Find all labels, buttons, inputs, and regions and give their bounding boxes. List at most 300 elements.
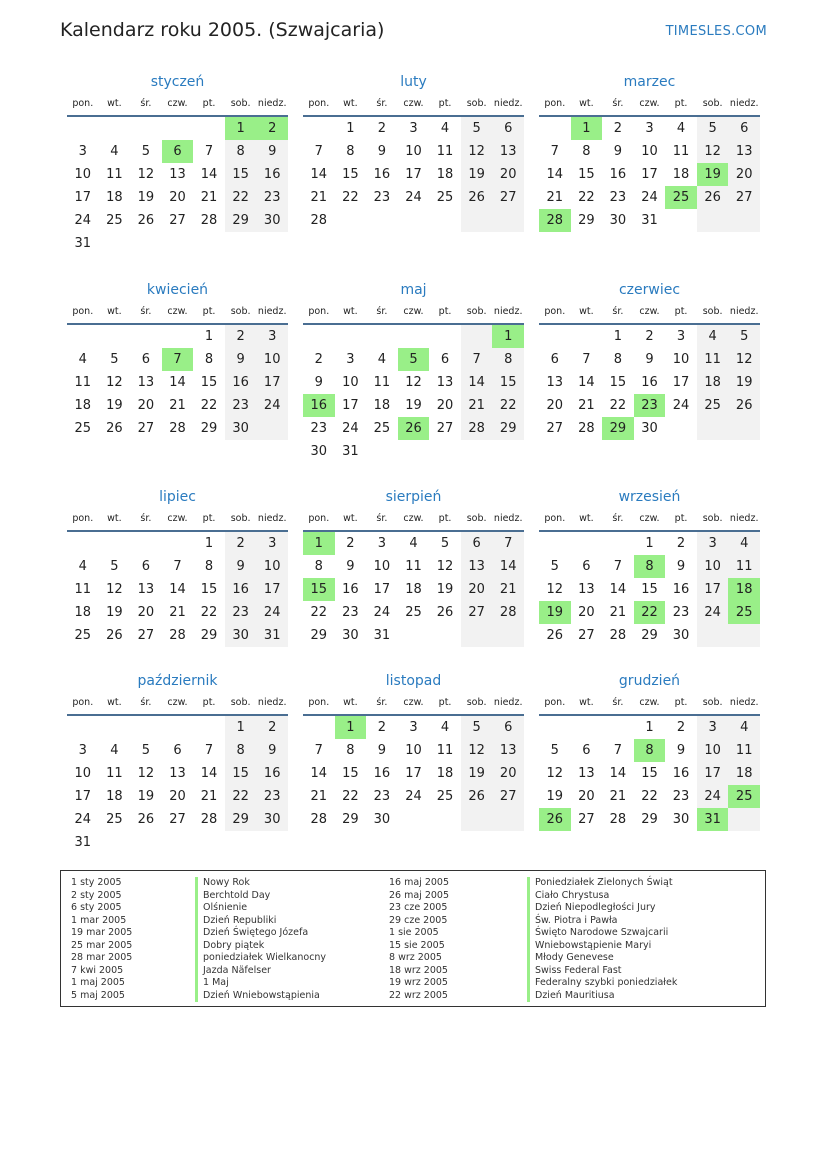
day-cell: 10 bbox=[74, 766, 92, 781]
legend-holiday-name: Swiss Federal Fast bbox=[527, 965, 677, 978]
empty-cell bbox=[256, 831, 288, 854]
empty-cell bbox=[99, 831, 131, 854]
day-cell: 17 bbox=[405, 167, 422, 182]
day-cell: 5 bbox=[110, 559, 119, 574]
legend-holiday-name: Ciało Chrystusa bbox=[527, 890, 677, 903]
weekday-label: pt. bbox=[202, 306, 216, 317]
weekday-label: śr. bbox=[140, 306, 152, 317]
empty-cell bbox=[539, 532, 571, 555]
day-cell: 29 bbox=[641, 812, 658, 827]
legend-date: 19 mar 2005 bbox=[71, 927, 133, 938]
weekday-label: wt. bbox=[107, 98, 122, 109]
day-cell: 18 bbox=[697, 371, 729, 394]
day-cell: 30 bbox=[225, 624, 257, 647]
day-cell: 4 bbox=[440, 720, 450, 735]
weekday-label: czw. bbox=[639, 513, 660, 524]
day-cell: 20 bbox=[137, 398, 155, 413]
brand-link[interactable]: TIMESLES.COM bbox=[665, 24, 767, 39]
day-cell: 24 bbox=[74, 213, 92, 228]
day-cell: 29 bbox=[200, 628, 218, 643]
day-cell: 20 bbox=[546, 398, 564, 413]
weekday-label: śr. bbox=[140, 98, 152, 109]
day-cell: 16 bbox=[672, 582, 690, 597]
weekday-label: niedz. bbox=[257, 513, 287, 524]
legend-date: 22 wrz 2005 bbox=[389, 989, 448, 1001]
legend-holiday-name: poniedziałek Wielkanocny bbox=[195, 952, 326, 965]
weekday-label: niedz. bbox=[729, 697, 759, 708]
day-cell: 9 bbox=[314, 375, 323, 390]
legend-date: 15 sie 2005 bbox=[389, 939, 445, 951]
weekday-label: pon. bbox=[308, 513, 330, 524]
weekday-label: pon. bbox=[72, 513, 94, 524]
legend-date: 1 maj 2005 bbox=[71, 977, 125, 988]
legend-date: 1 sty 2005 bbox=[71, 877, 122, 888]
day-cell: 31 bbox=[641, 213, 658, 228]
day-cell: 25 bbox=[405, 605, 422, 620]
weekday-label: wt. bbox=[107, 306, 122, 317]
day-cell: 12 bbox=[546, 766, 564, 781]
day-cell: 11 bbox=[672, 144, 690, 159]
day-cell: 17 bbox=[256, 371, 288, 394]
day-cell: 8 bbox=[204, 559, 214, 574]
day-cell: 14 bbox=[492, 555, 524, 578]
empty-cell bbox=[697, 209, 729, 232]
weekday-label: śr. bbox=[376, 513, 388, 524]
day-cell: 1 bbox=[346, 121, 355, 136]
weekday-label: czw. bbox=[639, 306, 660, 317]
day-cell: 16 bbox=[373, 766, 391, 781]
empty-cell bbox=[130, 716, 162, 739]
days-grid bbox=[539, 716, 760, 831]
legend-date: 16 maj 2005 bbox=[389, 877, 450, 888]
day-cell: 17 bbox=[641, 167, 658, 182]
day-cell: 10 bbox=[405, 144, 422, 159]
weekday-label: pt. bbox=[674, 306, 688, 317]
day-cell: 19 bbox=[461, 762, 493, 785]
day-cell: 10 bbox=[256, 555, 288, 578]
day-cell: 3 bbox=[697, 716, 729, 739]
day-cell: 11 bbox=[74, 375, 92, 390]
month-2 bbox=[303, 70, 524, 232]
day-cell: 27 bbox=[546, 421, 564, 436]
day-cell: 19 bbox=[405, 398, 422, 413]
weekday-header bbox=[539, 509, 760, 532]
legend-dates-column-2 bbox=[389, 877, 449, 1002]
day-cell: 11 bbox=[728, 739, 760, 762]
day-cell: 10 bbox=[672, 352, 690, 367]
day-cell: 21 bbox=[310, 789, 328, 804]
day-cell: 14 bbox=[310, 167, 328, 182]
month-name: listopad bbox=[385, 673, 442, 689]
day-cell: 13 bbox=[546, 375, 564, 390]
day-cell: 2 bbox=[256, 716, 288, 739]
legend-date: 2 sty 2005 bbox=[71, 889, 122, 901]
day-cell: 7 bbox=[162, 348, 194, 371]
empty-cell bbox=[67, 325, 99, 348]
day-cell: 2 bbox=[676, 720, 686, 735]
day-cell: 25 bbox=[697, 394, 729, 417]
day-cell: 23 bbox=[672, 605, 690, 620]
empty-cell bbox=[728, 808, 760, 831]
day-cell: 7 bbox=[204, 144, 214, 159]
weekday-label: wt. bbox=[579, 697, 594, 708]
legend-date: 18 wrz 2005 bbox=[389, 964, 448, 976]
day-cell: 26 bbox=[106, 421, 123, 436]
day-cell: 1 bbox=[613, 329, 623, 344]
days-grid bbox=[303, 716, 524, 831]
legend-holiday-name: Dobry piątek bbox=[195, 940, 326, 953]
day-cell: 15 bbox=[303, 578, 335, 601]
day-cell: 17 bbox=[697, 578, 729, 601]
day-cell: 26 bbox=[546, 628, 564, 643]
day-cell: 22 bbox=[225, 785, 257, 808]
legend-holiday-name: Dzień Świętego Józefa bbox=[195, 927, 326, 940]
day-cell: 3 bbox=[78, 743, 87, 758]
empty-cell bbox=[193, 716, 225, 739]
day-cell: 10 bbox=[641, 144, 658, 159]
day-cell: 10 bbox=[342, 375, 359, 390]
empty-cell bbox=[99, 232, 131, 255]
day-cell: 21 bbox=[609, 605, 627, 620]
day-cell: 2 bbox=[377, 720, 387, 735]
day-cell: 22 bbox=[200, 605, 218, 620]
day-cell: 11 bbox=[106, 167, 123, 182]
day-cell: 7 bbox=[314, 743, 323, 758]
empty-cell bbox=[366, 209, 398, 232]
day-cell: 4 bbox=[110, 144, 119, 159]
weekday-label: pt. bbox=[674, 98, 688, 109]
day-cell: 25 bbox=[728, 601, 760, 624]
legend-date: 29 cze 2005 bbox=[389, 914, 448, 926]
day-cell: 8 bbox=[225, 739, 257, 762]
empty-cell bbox=[193, 831, 225, 854]
legend-holiday-name: Dzień Niepodległości Jury bbox=[527, 902, 677, 915]
legend-names-column-2 bbox=[527, 877, 677, 1002]
day-cell: 25 bbox=[74, 421, 92, 436]
day-cell: 3 bbox=[409, 720, 418, 735]
weekday-header bbox=[67, 302, 288, 325]
day-cell: 26 bbox=[436, 605, 454, 620]
day-cell: 16 bbox=[672, 766, 690, 781]
weekday-label: pt. bbox=[438, 513, 452, 524]
day-cell: 22 bbox=[342, 789, 359, 804]
day-cell: 8 bbox=[613, 352, 623, 367]
day-cell: 20 bbox=[169, 789, 186, 804]
day-cell: 9 bbox=[225, 555, 257, 578]
day-cell: 11 bbox=[74, 582, 92, 597]
day-cell: 21 bbox=[200, 190, 218, 205]
day-cell: 8 bbox=[634, 739, 666, 762]
day-cell: 23 bbox=[256, 785, 288, 808]
day-cell: 17 bbox=[74, 190, 92, 205]
day-cell: 3 bbox=[409, 121, 418, 136]
month-11 bbox=[303, 669, 524, 831]
day-cell: 4 bbox=[728, 716, 760, 739]
month-name: wrzesień bbox=[618, 489, 681, 505]
day-cell: 7 bbox=[613, 743, 623, 758]
empty-cell bbox=[99, 716, 131, 739]
day-cell: 25 bbox=[665, 186, 697, 209]
day-cell: 13 bbox=[492, 140, 524, 163]
weekday-label: pon. bbox=[544, 513, 566, 524]
empty-cell bbox=[461, 325, 493, 348]
day-cell: 7 bbox=[613, 559, 623, 574]
day-cell: 20 bbox=[492, 762, 524, 785]
day-cell: 4 bbox=[440, 121, 450, 136]
day-cell: 13 bbox=[461, 555, 493, 578]
day-cell: 6 bbox=[582, 743, 591, 758]
weekday-label: śr. bbox=[376, 306, 388, 317]
empty-cell bbox=[492, 624, 524, 647]
weekday-label: śr. bbox=[612, 98, 624, 109]
legend-holiday-name: Wniebowstąpienie Maryi bbox=[527, 940, 677, 953]
day-cell: 7 bbox=[204, 743, 214, 758]
weekday-label: niedz. bbox=[493, 697, 523, 708]
day-cell: 7 bbox=[173, 559, 182, 574]
day-cell: 10 bbox=[74, 167, 92, 182]
day-cell: 16 bbox=[342, 582, 359, 597]
day-cell: 11 bbox=[405, 559, 422, 574]
day-cell: 2 bbox=[613, 121, 623, 136]
day-cell: 6 bbox=[141, 559, 151, 574]
day-cell: 11 bbox=[697, 348, 729, 371]
days-grid bbox=[539, 325, 760, 440]
day-cell: 3 bbox=[256, 532, 288, 555]
day-cell: 27 bbox=[728, 186, 760, 209]
weekday-label: pt. bbox=[202, 697, 216, 708]
weekday-label: czw. bbox=[167, 513, 188, 524]
weekday-label: czw. bbox=[639, 697, 660, 708]
day-cell: 23 bbox=[256, 186, 288, 209]
month-7 bbox=[67, 485, 288, 647]
day-cell: 30 bbox=[609, 213, 627, 228]
day-cell: 17 bbox=[697, 762, 729, 785]
weekday-label: wt. bbox=[579, 306, 594, 317]
day-cell: 28 bbox=[461, 417, 493, 440]
weekday-label: czw. bbox=[639, 98, 660, 109]
month-name: luty bbox=[400, 74, 427, 90]
day-cell: 14 bbox=[578, 375, 595, 390]
day-cell: 24 bbox=[641, 190, 658, 205]
day-cell: 19 bbox=[137, 789, 155, 804]
legend-holiday-name: Dzień Mauritiusa bbox=[527, 990, 677, 1003]
weekday-label: sob. bbox=[466, 513, 487, 524]
weekday-label: pt. bbox=[202, 513, 216, 524]
day-cell: 12 bbox=[546, 582, 564, 597]
day-cell: 25 bbox=[106, 812, 123, 827]
day-cell: 5 bbox=[110, 352, 119, 367]
day-cell: 20 bbox=[578, 605, 595, 620]
day-cell: 3 bbox=[645, 121, 654, 136]
month-4 bbox=[67, 278, 288, 440]
day-cell: 28 bbox=[492, 601, 524, 624]
weekday-label: czw. bbox=[403, 306, 424, 317]
day-cell: 11 bbox=[436, 144, 454, 159]
day-cell: 14 bbox=[169, 582, 186, 597]
day-cell: 13 bbox=[169, 766, 186, 781]
day-cell: 12 bbox=[697, 140, 729, 163]
weekday-label: sob. bbox=[702, 513, 723, 524]
weekday-header bbox=[539, 302, 760, 325]
day-cell: 12 bbox=[728, 348, 760, 371]
day-cell: 20 bbox=[728, 163, 760, 186]
weekday-label: wt. bbox=[343, 513, 358, 524]
day-cell: 27 bbox=[578, 628, 595, 643]
day-cell: 21 bbox=[609, 789, 627, 804]
empty-cell bbox=[728, 209, 760, 232]
day-cell: 1 bbox=[645, 536, 654, 551]
weekday-label: pon. bbox=[72, 98, 94, 109]
day-cell: 6 bbox=[728, 117, 760, 140]
day-cell: 6 bbox=[141, 352, 151, 367]
weekday-label: wt. bbox=[579, 98, 594, 109]
empty-cell bbox=[225, 831, 257, 854]
day-cell: 26 bbox=[461, 785, 493, 808]
day-cell: 27 bbox=[169, 812, 186, 827]
weekday-label: wt. bbox=[579, 513, 594, 524]
day-cell: 21 bbox=[578, 398, 595, 413]
day-cell: 3 bbox=[377, 536, 387, 551]
day-cell: 26 bbox=[137, 812, 155, 827]
day-cell: 3 bbox=[676, 329, 686, 344]
empty-cell bbox=[130, 831, 162, 854]
weekday-label: pon. bbox=[72, 697, 94, 708]
day-cell: 13 bbox=[578, 766, 595, 781]
weekday-label: śr. bbox=[376, 98, 388, 109]
legend-holiday-name: Św. Piotra i Pawła bbox=[527, 915, 677, 928]
day-cell: 22 bbox=[492, 394, 524, 417]
day-cell: 23 bbox=[373, 789, 391, 804]
day-cell: 12 bbox=[461, 739, 493, 762]
day-cell: 9 bbox=[225, 348, 257, 371]
empty-cell bbox=[67, 532, 99, 555]
day-cell: 4 bbox=[377, 352, 387, 367]
day-cell: 9 bbox=[346, 559, 355, 574]
day-cell: 19 bbox=[546, 789, 564, 804]
day-cell: 22 bbox=[200, 398, 218, 413]
weekday-label: niedz. bbox=[493, 98, 523, 109]
weekday-label: śr. bbox=[612, 306, 624, 317]
day-cell: 15 bbox=[200, 582, 218, 597]
weekday-label: wt. bbox=[107, 513, 122, 524]
legend-date: 6 sty 2005 bbox=[71, 902, 122, 913]
legend-holiday-name: Berchtold Day bbox=[195, 890, 326, 903]
day-cell: 19 bbox=[697, 163, 729, 186]
day-cell: 29 bbox=[225, 209, 257, 232]
day-cell: 21 bbox=[492, 578, 524, 601]
weekday-label: niedz. bbox=[729, 306, 759, 317]
legend-holiday-name: Nowy Rok bbox=[195, 877, 326, 890]
day-cell: 12 bbox=[106, 375, 123, 390]
weekday-header bbox=[67, 94, 288, 117]
day-cell: 16 bbox=[609, 167, 627, 182]
day-cell: 6 bbox=[173, 743, 182, 758]
weekday-label: sob. bbox=[230, 513, 251, 524]
day-cell: 30 bbox=[256, 808, 288, 831]
day-cell: 9 bbox=[377, 743, 387, 758]
days-grid bbox=[539, 117, 760, 232]
day-cell: 16 bbox=[303, 394, 335, 417]
day-cell: 12 bbox=[405, 375, 422, 390]
empty-cell bbox=[193, 232, 225, 255]
day-cell: 19 bbox=[539, 601, 571, 624]
empty-cell bbox=[366, 440, 398, 463]
weekday-label: śr. bbox=[140, 513, 152, 524]
weekday-label: sob. bbox=[702, 306, 723, 317]
weekday-header bbox=[539, 94, 760, 117]
day-cell: 28 bbox=[200, 213, 218, 228]
empty-cell bbox=[366, 325, 398, 348]
day-cell: 7 bbox=[461, 348, 493, 371]
day-cell: 30 bbox=[373, 812, 391, 827]
month-1 bbox=[67, 70, 288, 255]
day-cell: 2 bbox=[377, 121, 387, 136]
day-cell: 7 bbox=[492, 532, 524, 555]
day-cell: 19 bbox=[728, 371, 760, 394]
empty-cell bbox=[492, 209, 524, 232]
day-cell: 11 bbox=[106, 766, 123, 781]
empty-cell bbox=[461, 808, 493, 831]
empty-cell bbox=[602, 532, 634, 555]
day-cell: 26 bbox=[539, 808, 571, 831]
day-cell: 31 bbox=[697, 808, 729, 831]
empty-cell bbox=[193, 117, 225, 140]
day-cell: 12 bbox=[137, 766, 155, 781]
day-cell: 30 bbox=[641, 421, 658, 436]
days-grid bbox=[303, 532, 524, 647]
day-cell: 28 bbox=[169, 628, 186, 643]
holiday-legend bbox=[60, 870, 766, 1007]
empty-cell bbox=[303, 716, 335, 739]
day-cell: 5 bbox=[550, 743, 559, 758]
days-grid bbox=[67, 716, 288, 854]
day-cell: 11 bbox=[436, 743, 454, 758]
day-cell: 21 bbox=[169, 605, 186, 620]
day-cell: 20 bbox=[461, 578, 493, 601]
day-cell: 17 bbox=[672, 375, 690, 390]
day-cell: 7 bbox=[550, 144, 559, 159]
month-5 bbox=[303, 278, 524, 463]
day-cell: 28 bbox=[169, 421, 186, 436]
day-cell: 16 bbox=[225, 578, 257, 601]
day-cell: 10 bbox=[256, 348, 288, 371]
weekday-label: pon. bbox=[308, 306, 330, 317]
empty-cell bbox=[461, 440, 493, 463]
empty-cell bbox=[256, 232, 288, 255]
day-cell: 4 bbox=[78, 559, 87, 574]
day-cell: 7 bbox=[582, 352, 591, 367]
day-cell: 7 bbox=[314, 144, 323, 159]
day-cell: 21 bbox=[546, 190, 564, 205]
weekday-label: sob. bbox=[466, 98, 487, 109]
page-title: Kalendarz roku 2005. (Szwajcaria) bbox=[60, 19, 385, 41]
day-cell: 10 bbox=[405, 743, 422, 758]
day-cell: 16 bbox=[373, 167, 391, 182]
day-cell: 4 bbox=[409, 536, 418, 551]
legend-holiday-name: Poniedziałek Zielonych Świąt bbox=[527, 877, 677, 890]
day-cell: 5 bbox=[440, 536, 450, 551]
legend-holiday-name: Dzień Wniebowstąpienia bbox=[195, 990, 326, 1003]
day-cell: 24 bbox=[74, 812, 92, 827]
weekday-header bbox=[303, 302, 524, 325]
day-cell: 26 bbox=[106, 628, 123, 643]
day-cell: 24 bbox=[405, 789, 422, 804]
empty-cell bbox=[539, 117, 571, 140]
day-cell: 21 bbox=[310, 190, 328, 205]
day-cell: 23 bbox=[225, 394, 257, 417]
empty-cell bbox=[492, 440, 524, 463]
day-cell: 13 bbox=[137, 375, 155, 390]
